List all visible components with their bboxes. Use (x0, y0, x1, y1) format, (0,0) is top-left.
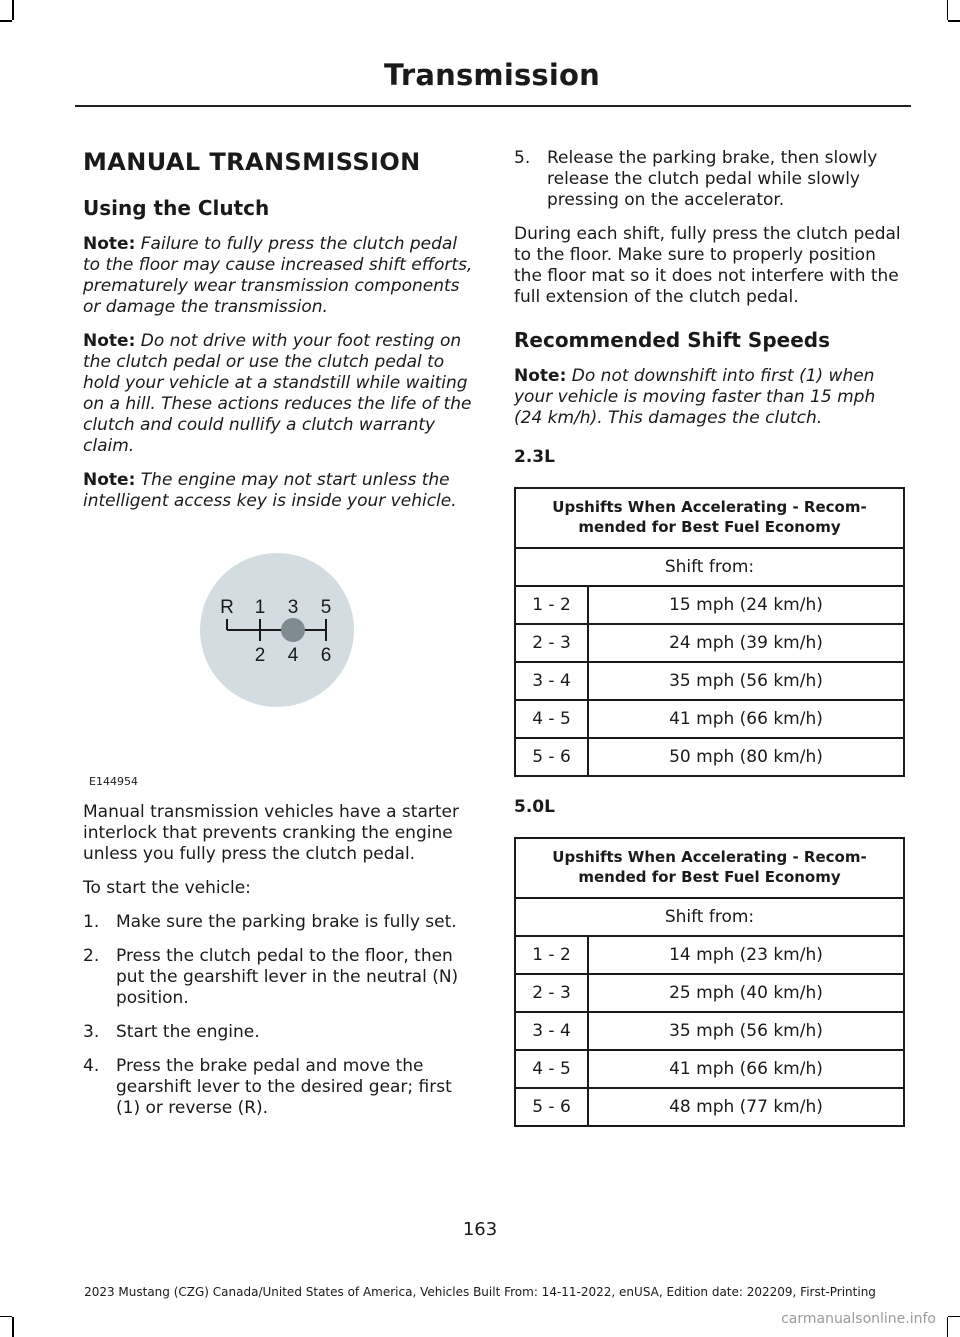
list-item (514, 148, 906, 211)
note-label: Note: (83, 234, 136, 254)
step-text: Make sure the parking brake is fully set. (116, 912, 457, 932)
shift-table-5-0l (514, 837, 905, 1127)
note-access-key (83, 470, 475, 512)
gear-cell: 2 - 3 (515, 974, 588, 1012)
gear-cell: 5 - 6 (515, 738, 588, 776)
step-text: Release the parking brake, then slowly release the clutch pedal while slowly pressing on the accelerator. (547, 148, 878, 210)
note-text: The engine may not start unless the intelligent access key is inside your vehicle. (83, 470, 457, 511)
table-row (515, 700, 904, 738)
table-row (515, 1088, 904, 1126)
table-header: Upshifts When Accelerating - Recom-mended for Best Fuel Economy (515, 488, 904, 548)
page-number: 163 (462, 1219, 498, 1240)
speed-cell: 24 mph (39 km/h) (588, 624, 904, 662)
crop-mark (0, 20, 12, 22)
interlock-paragraph: Manual transmission vehicles have a starter interlock that prevents cranking the engine unless you fully press the clutch pedal. (83, 802, 459, 864)
engine-label-5-0l: 5.0L (514, 797, 555, 817)
note-downshift (514, 366, 906, 429)
gear-label: 3 (287, 597, 299, 618)
speed-cell: 14 mph (23 km/h) (588, 936, 904, 974)
crop-mark (12, 0, 14, 20)
table-row (515, 1012, 904, 1050)
table-row (515, 898, 904, 936)
speed-cell: 50 mph (80 km/h) (588, 738, 904, 776)
start-steps-continued (514, 148, 906, 211)
start-intro: To start the vehicle: (83, 878, 251, 898)
step-number: 4. (83, 1056, 100, 1076)
gear-knob-neutral (281, 618, 305, 642)
step-text: Press the clutch pedal to the floor, then put the gearshift lever in the neutral (N) position. (116, 946, 459, 1008)
gear-label: R (220, 597, 234, 618)
gear-cell: 3 - 4 (515, 1012, 588, 1050)
table-row (515, 662, 904, 700)
note-text: Failure to fully press the clutch pedal to the floor may cause increased shift efforts, prematurely wear transmission components or damage the transmission. (83, 234, 473, 317)
section-heading: MANUAL TRANSMISSION (83, 148, 421, 176)
note-text: Do not downshift into first (1) when your vehicle is moving faster than 15 mph (24 km/h). This damages the clutch. (514, 366, 876, 428)
gear-label: 2 (254, 645, 266, 666)
crop-mark (947, 1317, 949, 1337)
gear-cell: 2 - 3 (515, 624, 588, 662)
table-row (515, 738, 904, 776)
header-divider (75, 105, 911, 107)
table-row (515, 974, 904, 1012)
crop-mark (12, 1317, 14, 1337)
gear-cell: 3 - 4 (515, 662, 588, 700)
gear-cell: 4 - 5 (515, 1050, 588, 1088)
table-header-row (515, 488, 904, 548)
speed-cell: 41 mph (66 km/h) (588, 700, 904, 738)
note-text: Do not drive with your foot resting on the clutch pedal or use the clutch pedal to hold your vehicle at a standstill while waiting on a hill. These actions reduces the life of the clutch and could nullify a clutch warranty claim. (83, 331, 472, 456)
gear-label: 6 (320, 645, 332, 666)
engine-label-2-3l: 2.3L (514, 447, 555, 467)
step-text: Press the brake pedal and move the gearshift lever to the desired gear; first (1) or reverse (R). (116, 1056, 452, 1118)
shift-pattern-figure (83, 542, 475, 788)
table-row (515, 1050, 904, 1088)
step-number: 2. (83, 946, 100, 966)
shift-paragraph: During each shift, fully press the clutch pedal to the floor. Make sure to properly position the floor mat so it does not interfere with the full extension of the clutch pedal. (514, 224, 901, 307)
right-column (514, 140, 906, 1147)
gear-label: 5 (320, 597, 332, 618)
crop-mark (0, 1316, 12, 1318)
step-text: Start the engine. (116, 1022, 260, 1042)
crop-mark (948, 20, 960, 22)
gear-cell: 1 - 2 (515, 936, 588, 974)
table-header-row (515, 838, 904, 898)
speed-cell: 35 mph (56 km/h) (588, 1012, 904, 1050)
list-item (83, 912, 475, 933)
shift-table-2-3l (514, 487, 905, 777)
start-steps-list (83, 912, 475, 1119)
shift-from-label: Shift from: (515, 548, 904, 586)
table-row (515, 624, 904, 662)
list-item (83, 1056, 475, 1119)
table-row (515, 548, 904, 586)
note-label: Note: (514, 366, 567, 386)
subsection-heading: Using the Clutch (83, 196, 270, 220)
speed-cell: 25 mph (40 km/h) (588, 974, 904, 1012)
gear-label: 4 (287, 645, 299, 666)
gear-label: 1 (254, 597, 266, 618)
step-number: 3. (83, 1022, 100, 1042)
shift-from-label: Shift from: (515, 898, 904, 936)
table-row (515, 586, 904, 624)
table-header: Upshifts When Accelerating - Recom-mended for Best Fuel Economy (515, 838, 904, 898)
shift-pattern-diagram (199, 552, 355, 708)
watermark-link[interactable]: carmanualsonline.info (781, 1311, 936, 1327)
list-item (83, 946, 475, 1009)
gear-cell: 5 - 6 (515, 1088, 588, 1126)
step-number: 1. (83, 912, 100, 932)
speed-cell: 15 mph (24 km/h) (588, 586, 904, 624)
note-foot-resting (83, 331, 475, 457)
page-header-title: Transmission (384, 58, 600, 92)
gear-cell: 1 - 2 (515, 586, 588, 624)
list-item (83, 1022, 475, 1043)
note-label: Note: (83, 331, 136, 351)
table-row (515, 936, 904, 974)
speed-cell: 48 mph (77 km/h) (588, 1088, 904, 1126)
crop-mark (947, 0, 949, 20)
crop-mark (948, 1316, 960, 1318)
gear-cell: 4 - 5 (515, 700, 588, 738)
speed-cell: 41 mph (66 km/h) (588, 1050, 904, 1088)
speed-cell: 35 mph (56 km/h) (588, 662, 904, 700)
subsection-heading: Recommended Shift Speeds (514, 328, 830, 352)
note-clutch-pedal (83, 234, 475, 318)
page-footer: 2023 Mustang (CZG) Canada/United States of America, Vehicles Built From: 14-11-2022, enUSA, Edition date: 202209, First-Printing (84, 1285, 876, 1299)
note-label: Note: (83, 470, 136, 490)
step-number: 5. (514, 148, 531, 168)
figure-id: E144954 (89, 775, 138, 788)
left-column (83, 140, 475, 1132)
